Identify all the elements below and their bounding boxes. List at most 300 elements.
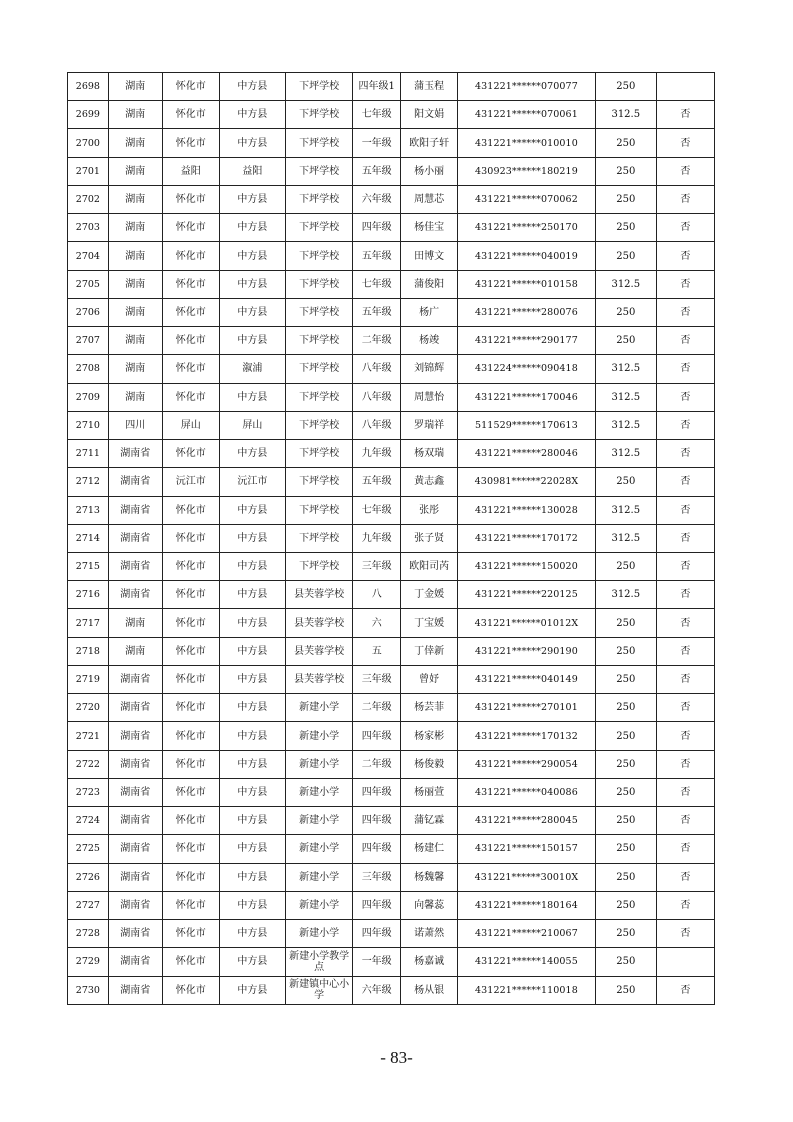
grade-cell: 四年级 bbox=[353, 778, 401, 806]
serial-number-cell: 2708 bbox=[68, 355, 109, 383]
amount-cell: 312.5 bbox=[595, 270, 656, 298]
amount-cell: 250 bbox=[595, 863, 656, 891]
table-row bbox=[68, 722, 715, 750]
flag-cell: 否 bbox=[656, 750, 714, 778]
province-cell: 湖南省 bbox=[108, 750, 162, 778]
school-cell: 下坪学校 bbox=[286, 129, 353, 157]
county-cell: 中方县 bbox=[219, 327, 285, 355]
grade-cell: 八年级 bbox=[353, 383, 401, 411]
student-name-cell: 张子贤 bbox=[401, 524, 458, 552]
province-cell: 湖南 bbox=[108, 609, 162, 637]
flag-cell: 否 bbox=[656, 468, 714, 496]
city-cell: 怀化市 bbox=[162, 383, 219, 411]
amount-cell: 312.5 bbox=[595, 383, 656, 411]
city-cell: 怀化市 bbox=[162, 440, 219, 468]
county-cell: 中方县 bbox=[219, 552, 285, 580]
amount-cell: 250 bbox=[595, 750, 656, 778]
flag-cell: 否 bbox=[656, 242, 714, 270]
student-subsidy-table bbox=[67, 72, 715, 1005]
id-number-cell: 431221******150020 bbox=[458, 552, 596, 580]
flag-cell: 否 bbox=[656, 637, 714, 665]
school-cell: 下坪学校 bbox=[286, 327, 353, 355]
grade-cell: 八年级 bbox=[353, 355, 401, 383]
grade-cell: 四年级 bbox=[353, 722, 401, 750]
flag-cell: 否 bbox=[656, 411, 714, 439]
county-cell: 中方县 bbox=[219, 835, 285, 863]
amount-cell: 250 bbox=[595, 637, 656, 665]
province-cell: 湖南省 bbox=[108, 976, 162, 1004]
school-cell: 新建小学 bbox=[286, 863, 353, 891]
table-row bbox=[68, 581, 715, 609]
city-cell: 怀化市 bbox=[162, 214, 219, 242]
county-cell: 益阳 bbox=[219, 157, 285, 185]
amount-cell: 250 bbox=[595, 298, 656, 326]
student-name-cell: 丁金媛 bbox=[401, 581, 458, 609]
student-name-cell: 欧阳司芮 bbox=[401, 552, 458, 580]
school-cell: 县芙蓉学校 bbox=[286, 665, 353, 693]
county-cell: 中方县 bbox=[219, 778, 285, 806]
grade-cell: 七年级 bbox=[353, 496, 401, 524]
serial-number-cell: 2702 bbox=[68, 185, 109, 213]
flag-cell: 否 bbox=[656, 609, 714, 637]
province-cell: 湖南省 bbox=[108, 920, 162, 948]
city-cell: 怀化市 bbox=[162, 976, 219, 1004]
id-number-cell: 431221******070061 bbox=[458, 101, 596, 129]
city-cell: 沅江市 bbox=[162, 468, 219, 496]
student-name-cell: 杨芸菲 bbox=[401, 694, 458, 722]
county-cell: 中方县 bbox=[219, 976, 285, 1004]
table-row bbox=[68, 948, 715, 976]
grade-cell: 五年级 bbox=[353, 298, 401, 326]
student-name-cell: 罗瑞祥 bbox=[401, 411, 458, 439]
school-cell: 下坪学校 bbox=[286, 468, 353, 496]
school-cell: 下坪学校 bbox=[286, 242, 353, 270]
amount-cell: 312.5 bbox=[595, 411, 656, 439]
province-cell: 湖南 bbox=[108, 101, 162, 129]
id-number-cell: 431221******010010 bbox=[458, 129, 596, 157]
serial-number-cell: 2723 bbox=[68, 778, 109, 806]
serial-number-cell: 2709 bbox=[68, 383, 109, 411]
city-cell: 怀化市 bbox=[162, 129, 219, 157]
county-cell: 中方县 bbox=[219, 242, 285, 270]
table-row bbox=[68, 750, 715, 778]
amount-cell: 250 bbox=[595, 948, 656, 976]
grade-cell: 五年级 bbox=[353, 468, 401, 496]
school-cell: 县芙蓉学校 bbox=[286, 581, 353, 609]
table-row bbox=[68, 157, 715, 185]
table-row bbox=[68, 468, 715, 496]
table-row bbox=[68, 694, 715, 722]
city-cell: 怀化市 bbox=[162, 722, 219, 750]
serial-number-cell: 2700 bbox=[68, 129, 109, 157]
student-name-cell: 向馨蕊 bbox=[401, 891, 458, 919]
county-cell: 中方县 bbox=[219, 722, 285, 750]
city-cell: 怀化市 bbox=[162, 694, 219, 722]
city-cell: 怀化市 bbox=[162, 609, 219, 637]
table-row bbox=[68, 327, 715, 355]
id-number-cell: 431221******180164 bbox=[458, 891, 596, 919]
student-name-cell: 诺萧然 bbox=[401, 920, 458, 948]
county-cell: 中方县 bbox=[219, 891, 285, 919]
table-row bbox=[68, 101, 715, 129]
school-cell: 下坪学校 bbox=[286, 157, 353, 185]
serial-number-cell: 2698 bbox=[68, 73, 109, 101]
city-cell: 怀化市 bbox=[162, 101, 219, 129]
school-cell: 新建小学 bbox=[286, 920, 353, 948]
city-cell: 怀化市 bbox=[162, 835, 219, 863]
flag-cell: 否 bbox=[656, 214, 714, 242]
school-cell: 下坪学校 bbox=[286, 185, 353, 213]
table-row bbox=[68, 891, 715, 919]
table-row bbox=[68, 835, 715, 863]
county-cell: 中方县 bbox=[219, 609, 285, 637]
province-cell: 湖南省 bbox=[108, 440, 162, 468]
id-number-cell: 431221******290190 bbox=[458, 637, 596, 665]
amount-cell: 250 bbox=[595, 185, 656, 213]
id-number-cell: 431221******220125 bbox=[458, 581, 596, 609]
province-cell: 湖南省 bbox=[108, 807, 162, 835]
flag-cell: 否 bbox=[656, 807, 714, 835]
province-cell: 湖南省 bbox=[108, 552, 162, 580]
province-cell: 湖南 bbox=[108, 383, 162, 411]
grade-cell: 四年级1 bbox=[353, 73, 401, 101]
id-number-cell: 431221******040019 bbox=[458, 242, 596, 270]
table-row bbox=[68, 665, 715, 693]
grade-cell: 八年级 bbox=[353, 411, 401, 439]
id-number-cell: 431221******150157 bbox=[458, 835, 596, 863]
flag-cell: 否 bbox=[656, 665, 714, 693]
id-number-cell: 431221******170132 bbox=[458, 722, 596, 750]
student-name-cell: 黄志鑫 bbox=[401, 468, 458, 496]
school-cell: 下坪学校 bbox=[286, 524, 353, 552]
student-name-cell: 丁倖新 bbox=[401, 637, 458, 665]
grade-cell: 二年级 bbox=[353, 750, 401, 778]
city-cell: 怀化市 bbox=[162, 242, 219, 270]
table-row bbox=[68, 524, 715, 552]
student-name-cell: 杨建仁 bbox=[401, 835, 458, 863]
flag-cell: 否 bbox=[656, 722, 714, 750]
serial-number-cell: 2699 bbox=[68, 101, 109, 129]
amount-cell: 250 bbox=[595, 242, 656, 270]
id-number-cell: 511529******170613 bbox=[458, 411, 596, 439]
flag-cell bbox=[656, 948, 714, 976]
flag-cell: 否 bbox=[656, 835, 714, 863]
serial-number-cell: 2726 bbox=[68, 863, 109, 891]
flag-cell: 否 bbox=[656, 157, 714, 185]
id-number-cell: 431221******280046 bbox=[458, 440, 596, 468]
county-cell: 屏山 bbox=[219, 411, 285, 439]
serial-number-cell: 2704 bbox=[68, 242, 109, 270]
table-row bbox=[68, 609, 715, 637]
serial-number-cell: 2703 bbox=[68, 214, 109, 242]
table-row bbox=[68, 298, 715, 326]
grade-cell: 三年级 bbox=[353, 552, 401, 580]
city-cell: 怀化市 bbox=[162, 496, 219, 524]
county-cell: 中方县 bbox=[219, 185, 285, 213]
table-row bbox=[68, 73, 715, 101]
flag-cell: 否 bbox=[656, 440, 714, 468]
grade-cell: 五 bbox=[353, 637, 401, 665]
province-cell: 湖南省 bbox=[108, 948, 162, 976]
student-name-cell: 杨丽萱 bbox=[401, 778, 458, 806]
province-cell: 湖南 bbox=[108, 157, 162, 185]
school-cell: 下坪学校 bbox=[286, 298, 353, 326]
province-cell: 湖南 bbox=[108, 637, 162, 665]
school-cell: 新建小学 bbox=[286, 722, 353, 750]
flag-cell: 否 bbox=[656, 581, 714, 609]
page-number: - 83- bbox=[380, 1048, 413, 1067]
table-row bbox=[68, 355, 715, 383]
flag-cell: 否 bbox=[656, 129, 714, 157]
amount-cell: 250 bbox=[595, 665, 656, 693]
city-cell: 怀化市 bbox=[162, 327, 219, 355]
serial-number-cell: 2713 bbox=[68, 496, 109, 524]
grade-cell: 六 bbox=[353, 609, 401, 637]
id-number-cell: 431221******270101 bbox=[458, 694, 596, 722]
county-cell: 沅江市 bbox=[219, 468, 285, 496]
flag-cell: 否 bbox=[656, 496, 714, 524]
province-cell: 湖南 bbox=[108, 355, 162, 383]
county-cell: 中方县 bbox=[219, 73, 285, 101]
county-cell: 中方县 bbox=[219, 270, 285, 298]
city-cell: 怀化市 bbox=[162, 270, 219, 298]
id-number-cell: 431224******090418 bbox=[458, 355, 596, 383]
school-cell: 新建小学 bbox=[286, 694, 353, 722]
student-name-cell: 田博文 bbox=[401, 242, 458, 270]
grade-cell: 四年级 bbox=[353, 835, 401, 863]
student-name-cell: 蒲玉程 bbox=[401, 73, 458, 101]
grade-cell: 三年级 bbox=[353, 863, 401, 891]
id-number-cell: 431221******210067 bbox=[458, 920, 596, 948]
amount-cell: 250 bbox=[595, 214, 656, 242]
county-cell: 中方县 bbox=[219, 863, 285, 891]
province-cell: 湖南省 bbox=[108, 468, 162, 496]
table-row bbox=[68, 440, 715, 468]
province-cell: 湖南 bbox=[108, 270, 162, 298]
student-name-cell: 刘锦辉 bbox=[401, 355, 458, 383]
serial-number-cell: 2720 bbox=[68, 694, 109, 722]
table-row bbox=[68, 270, 715, 298]
amount-cell: 250 bbox=[595, 694, 656, 722]
grade-cell: 一年级 bbox=[353, 948, 401, 976]
grade-cell: 六年级 bbox=[353, 976, 401, 1004]
grade-cell: 二年级 bbox=[353, 694, 401, 722]
county-cell: 中方县 bbox=[219, 665, 285, 693]
city-cell: 屏山 bbox=[162, 411, 219, 439]
serial-number-cell: 2730 bbox=[68, 976, 109, 1004]
amount-cell: 312.5 bbox=[595, 581, 656, 609]
school-cell: 下坪学校 bbox=[286, 214, 353, 242]
city-cell: 怀化市 bbox=[162, 637, 219, 665]
flag-cell: 否 bbox=[656, 270, 714, 298]
id-number-cell: 431221******290177 bbox=[458, 327, 596, 355]
serial-number-cell: 2728 bbox=[68, 920, 109, 948]
province-cell: 湖南省 bbox=[108, 891, 162, 919]
id-number-cell: 431221******070077 bbox=[458, 73, 596, 101]
school-cell: 下坪学校 bbox=[286, 101, 353, 129]
amount-cell: 250 bbox=[595, 807, 656, 835]
id-number-cell: 431221******250170 bbox=[458, 214, 596, 242]
school-cell: 下坪学校 bbox=[286, 73, 353, 101]
county-cell: 中方县 bbox=[219, 750, 285, 778]
amount-cell: 250 bbox=[595, 552, 656, 580]
amount-cell: 312.5 bbox=[595, 524, 656, 552]
student-name-cell: 杨从银 bbox=[401, 976, 458, 1004]
city-cell: 怀化市 bbox=[162, 552, 219, 580]
county-cell: 中方县 bbox=[219, 129, 285, 157]
table-row bbox=[68, 807, 715, 835]
grade-cell: 五年级 bbox=[353, 242, 401, 270]
serial-number-cell: 2711 bbox=[68, 440, 109, 468]
serial-number-cell: 2727 bbox=[68, 891, 109, 919]
amount-cell: 250 bbox=[595, 73, 656, 101]
school-cell: 新建小学教学点 bbox=[286, 948, 353, 976]
province-cell: 湖南省 bbox=[108, 694, 162, 722]
county-cell: 溆浦 bbox=[219, 355, 285, 383]
county-cell: 中方县 bbox=[219, 524, 285, 552]
id-number-cell: 431221******010158 bbox=[458, 270, 596, 298]
school-cell: 县芙蓉学校 bbox=[286, 609, 353, 637]
province-cell: 湖南 bbox=[108, 298, 162, 326]
grade-cell: 四年级 bbox=[353, 920, 401, 948]
student-name-cell: 蒲钇霖 bbox=[401, 807, 458, 835]
grade-cell: 三年级 bbox=[353, 665, 401, 693]
id-number-cell: 431221******280076 bbox=[458, 298, 596, 326]
table-row bbox=[68, 920, 715, 948]
table-row bbox=[68, 552, 715, 580]
flag-cell: 否 bbox=[656, 552, 714, 580]
amount-cell: 250 bbox=[595, 468, 656, 496]
serial-number-cell: 2724 bbox=[68, 807, 109, 835]
grade-cell: 七年级 bbox=[353, 101, 401, 129]
province-cell: 湖南省 bbox=[108, 665, 162, 693]
school-cell: 新建小学 bbox=[286, 778, 353, 806]
serial-number-cell: 2715 bbox=[68, 552, 109, 580]
grade-cell: 二年级 bbox=[353, 327, 401, 355]
student-name-cell: 阳文娟 bbox=[401, 101, 458, 129]
grade-cell: 一年级 bbox=[353, 129, 401, 157]
amount-cell: 312.5 bbox=[595, 355, 656, 383]
serial-number-cell: 2714 bbox=[68, 524, 109, 552]
serial-number-cell: 2725 bbox=[68, 835, 109, 863]
table-row bbox=[68, 637, 715, 665]
county-cell: 中方县 bbox=[219, 920, 285, 948]
serial-number-cell: 2718 bbox=[68, 637, 109, 665]
province-cell: 湖南省 bbox=[108, 722, 162, 750]
province-cell: 湖南 bbox=[108, 327, 162, 355]
school-cell: 下坪学校 bbox=[286, 355, 353, 383]
id-number-cell: 431221******01012X bbox=[458, 609, 596, 637]
table-row bbox=[68, 496, 715, 524]
amount-cell: 250 bbox=[595, 835, 656, 863]
city-cell: 怀化市 bbox=[162, 524, 219, 552]
student-name-cell: 杨竣 bbox=[401, 327, 458, 355]
id-number-cell: 431221******280045 bbox=[458, 807, 596, 835]
serial-number-cell: 2721 bbox=[68, 722, 109, 750]
flag-cell: 否 bbox=[656, 778, 714, 806]
flag-cell: 否 bbox=[656, 298, 714, 326]
id-number-cell: 431221******040086 bbox=[458, 778, 596, 806]
amount-cell: 250 bbox=[595, 976, 656, 1004]
student-name-cell: 丁宝媛 bbox=[401, 609, 458, 637]
id-number-cell: 431221******170172 bbox=[458, 524, 596, 552]
school-cell: 下坪学校 bbox=[286, 383, 353, 411]
county-cell: 中方县 bbox=[219, 694, 285, 722]
city-cell: 怀化市 bbox=[162, 665, 219, 693]
county-cell: 中方县 bbox=[219, 807, 285, 835]
amount-cell: 250 bbox=[595, 327, 656, 355]
id-number-cell: 430923******180219 bbox=[458, 157, 596, 185]
student-name-cell: 杨俊毅 bbox=[401, 750, 458, 778]
student-name-cell: 张彤 bbox=[401, 496, 458, 524]
flag-cell: 否 bbox=[656, 920, 714, 948]
county-cell: 中方县 bbox=[219, 948, 285, 976]
grade-cell: 九年级 bbox=[353, 524, 401, 552]
serial-number-cell: 2707 bbox=[68, 327, 109, 355]
grade-cell: 四年级 bbox=[353, 807, 401, 835]
province-cell: 湖南 bbox=[108, 129, 162, 157]
student-name-cell: 杨魏馨 bbox=[401, 863, 458, 891]
serial-number-cell: 2701 bbox=[68, 157, 109, 185]
amount-cell: 250 bbox=[595, 129, 656, 157]
flag-cell: 否 bbox=[656, 185, 714, 213]
id-number-cell: 431221******290054 bbox=[458, 750, 596, 778]
flag-cell: 否 bbox=[656, 355, 714, 383]
city-cell: 怀化市 bbox=[162, 920, 219, 948]
county-cell: 中方县 bbox=[219, 637, 285, 665]
serial-number-cell: 2710 bbox=[68, 411, 109, 439]
flag-cell: 否 bbox=[656, 976, 714, 1004]
table-row bbox=[68, 863, 715, 891]
school-cell: 县芙蓉学校 bbox=[286, 637, 353, 665]
school-cell: 新建小学 bbox=[286, 807, 353, 835]
student-name-cell: 杨广 bbox=[401, 298, 458, 326]
city-cell: 怀化市 bbox=[162, 948, 219, 976]
id-number-cell: 431221******070062 bbox=[458, 185, 596, 213]
table-body bbox=[68, 73, 715, 1005]
grade-cell: 五年级 bbox=[353, 157, 401, 185]
province-cell: 湖南 bbox=[108, 73, 162, 101]
table-row bbox=[68, 185, 715, 213]
grade-cell: 八 bbox=[353, 581, 401, 609]
city-cell: 怀化市 bbox=[162, 73, 219, 101]
id-number-cell: 431221******110018 bbox=[458, 976, 596, 1004]
flag-cell bbox=[656, 73, 714, 101]
school-cell: 下坪学校 bbox=[286, 552, 353, 580]
province-cell: 湖南省 bbox=[108, 863, 162, 891]
student-name-cell: 蒲俊阳 bbox=[401, 270, 458, 298]
table-row bbox=[68, 976, 715, 1004]
grade-cell: 四年级 bbox=[353, 214, 401, 242]
city-cell: 怀化市 bbox=[162, 778, 219, 806]
table-row bbox=[68, 411, 715, 439]
id-number-cell: 430981******22028X bbox=[458, 468, 596, 496]
province-cell: 四川 bbox=[108, 411, 162, 439]
county-cell: 中方县 bbox=[219, 383, 285, 411]
amount-cell: 250 bbox=[595, 609, 656, 637]
flag-cell: 否 bbox=[656, 327, 714, 355]
flag-cell: 否 bbox=[656, 383, 714, 411]
province-cell: 湖南省 bbox=[108, 778, 162, 806]
province-cell: 湖南省 bbox=[108, 835, 162, 863]
flag-cell: 否 bbox=[656, 101, 714, 129]
county-cell: 中方县 bbox=[219, 298, 285, 326]
school-cell: 新建小学 bbox=[286, 835, 353, 863]
county-cell: 中方县 bbox=[219, 496, 285, 524]
city-cell: 益阳 bbox=[162, 157, 219, 185]
amount-cell: 312.5 bbox=[595, 101, 656, 129]
table-row bbox=[68, 129, 715, 157]
